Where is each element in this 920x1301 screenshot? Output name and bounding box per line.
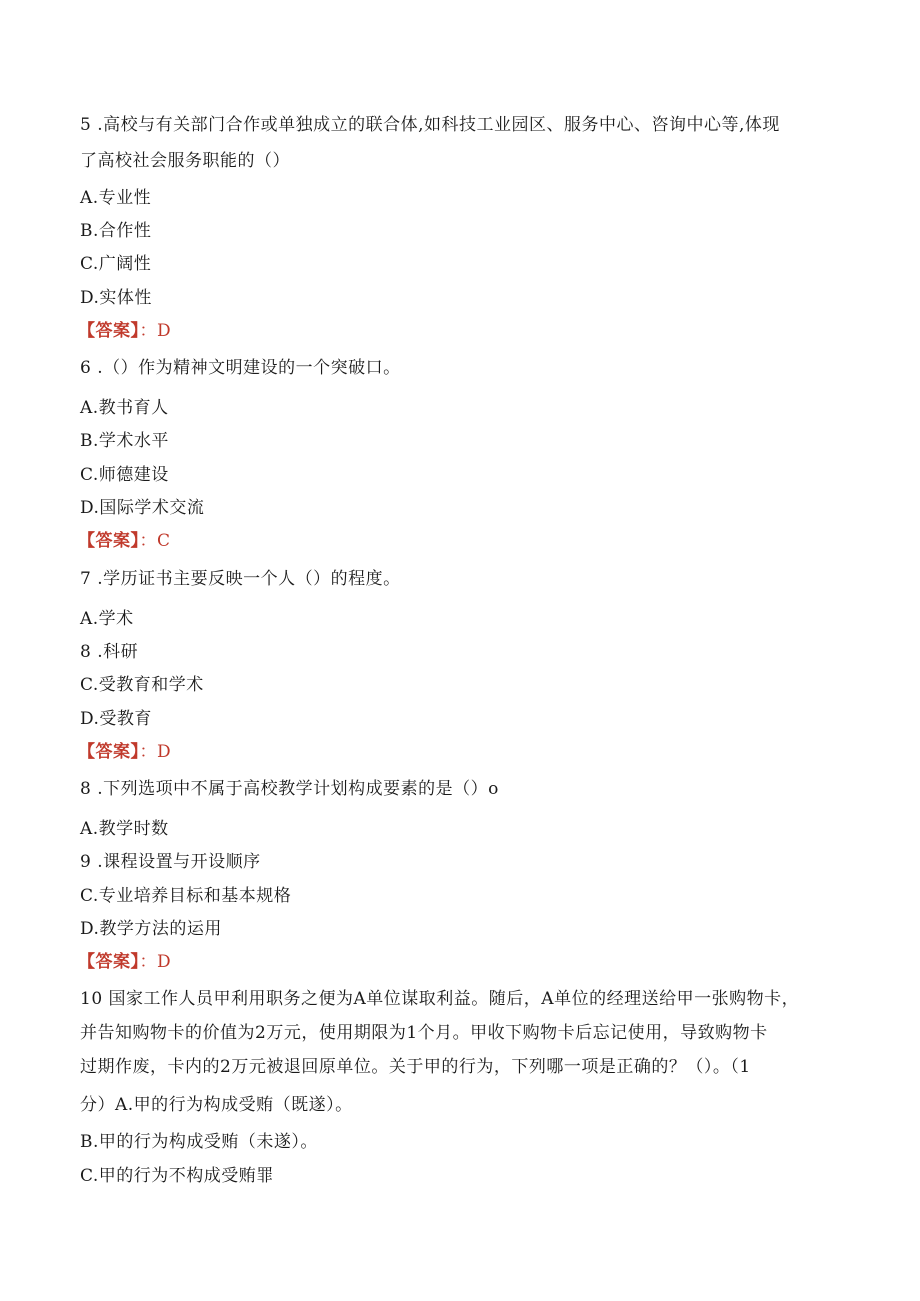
option-b: B.学术水平 (80, 431, 169, 451)
option-b: B.甲的行为构成受贿（未遂）。 (80, 1132, 318, 1152)
answer-separator: ： (139, 531, 157, 551)
answer-label: 【答案】 (78, 952, 140, 972)
answer-value: D (157, 742, 172, 762)
option-a: A.专业性 (80, 188, 152, 208)
answer-label: 【答案】 (78, 531, 140, 551)
answer-separator: ： (139, 952, 157, 972)
option-a: A.教学时数 (80, 819, 169, 839)
answer-line (78, 526, 838, 551)
option-b: B.合作性 (80, 221, 152, 241)
question-10-line-2: 并告知购物卡的价值为2万元，使用期限为1个月。甲收下购物卡后忘记使用，导致购物卡 (80, 1023, 768, 1043)
question-6: 6 .（）作为精神文明建设的一个突破口。 (80, 358, 401, 378)
option-d: D.教学方法的运用 (80, 919, 222, 939)
option-c: C.师德建设 (80, 465, 169, 485)
question-10-line-4: 分）A.甲的行为构成受贿（既遂）。 (80, 1095, 353, 1115)
option-a: A.教书育人 (80, 398, 169, 418)
option-a: A.学术 (80, 609, 134, 629)
option-b: 8 .科研 (80, 642, 139, 662)
question-5-line-1: 5 .高校与有关部门合作或单独成立的联合体,如科技工业园区、服务中心、咨询中心等,体现 (80, 115, 780, 135)
question-10-line-3: 过期作废，卡内的2万元被退回原单位。关于甲的行为，下列哪一项是正确的？（）。（1 (80, 1057, 751, 1077)
option-b: 9 .课程设置与开设顺序 (80, 852, 261, 872)
answer-line (78, 947, 838, 972)
answer-line (78, 316, 838, 341)
option-c: C.广阔性 (80, 254, 152, 274)
answer-value: C (157, 531, 171, 551)
question-5-line-2: 了高校社会服务职能的（） (80, 151, 290, 171)
option-c: C.专业培养目标和基本规格 (80, 886, 292, 906)
answer-separator: ： (139, 321, 157, 341)
answer-label: 【答案】 (78, 742, 140, 762)
answer-value: D (157, 952, 172, 972)
answer-line (78, 737, 838, 762)
option-c: C.甲的行为不构成受贿罪 (80, 1166, 274, 1186)
question-8: 8 .下列选项中不属于高校教学计划构成要素的是（）o (80, 779, 499, 799)
option-c: C.受教育和学术 (80, 675, 204, 695)
question-10-line-1: 10 国家工作人员甲利用职务之便为A单位谋取利益。随后，A单位的经理送给甲一张购物卡， (80, 989, 800, 1009)
answer-separator: ： (139, 742, 157, 762)
answer-label: 【答案】 (78, 321, 140, 341)
option-d: D.国际学术交流 (80, 498, 205, 518)
answer-value: D (157, 321, 172, 341)
question-7: 7 .学历证书主要反映一个人（）的程度。 (80, 569, 401, 589)
option-d: D.受教育 (80, 709, 152, 729)
option-d: D.实体性 (80, 288, 152, 308)
